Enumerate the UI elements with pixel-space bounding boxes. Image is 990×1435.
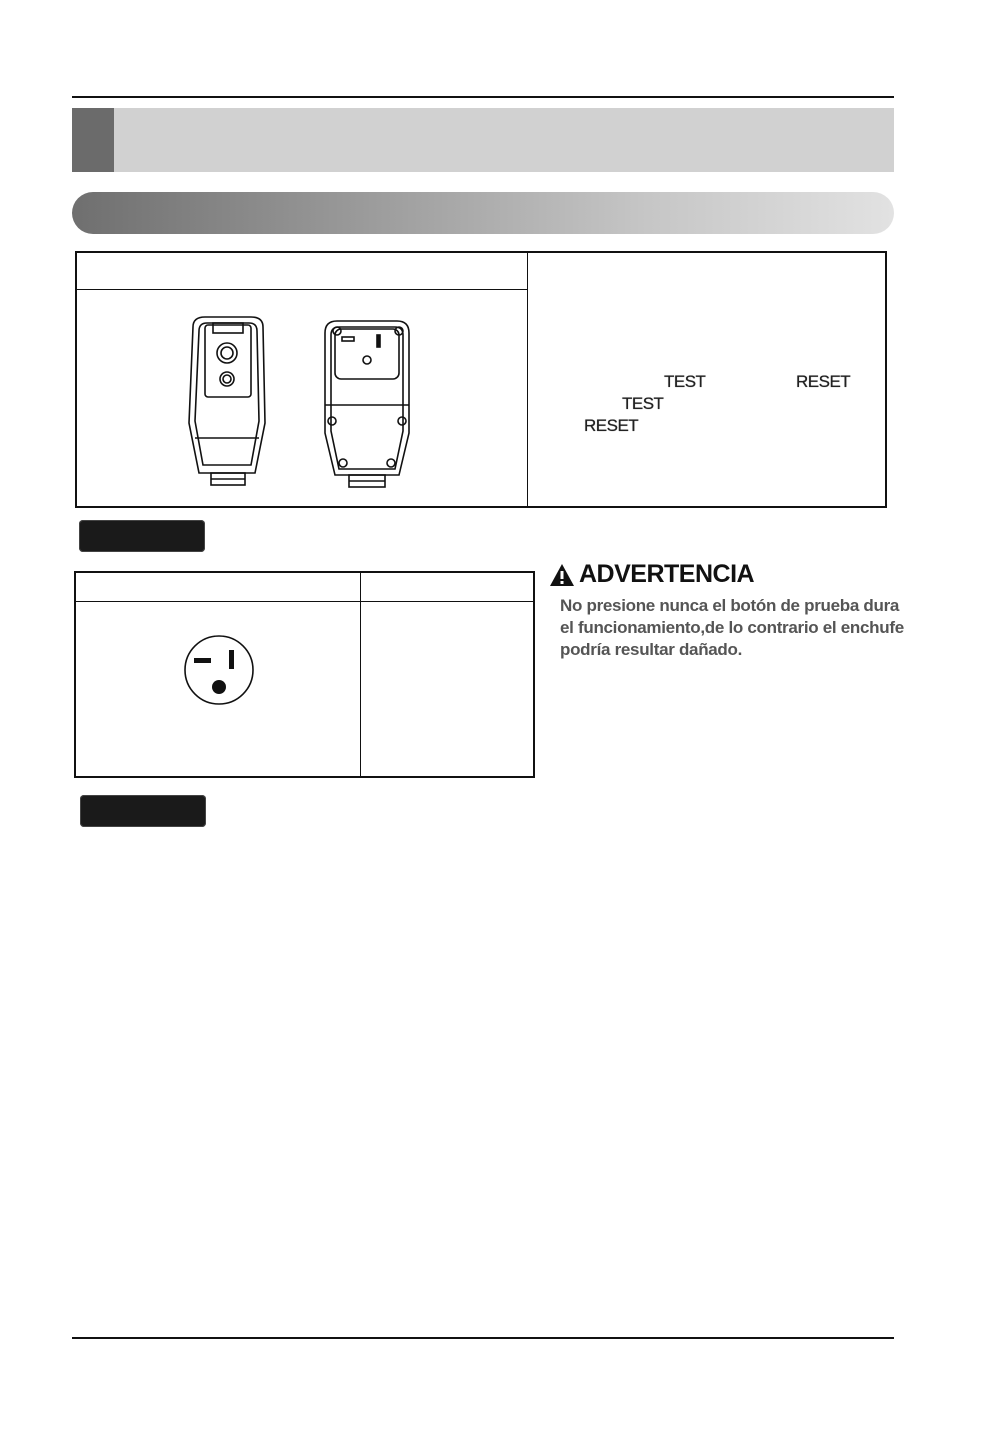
bottom-rule [72,1337,894,1339]
warning-line-2: el funcionamiento,de lo contrario el enchufe [560,618,904,637]
warning-heading [549,560,754,589]
chapter-header-tab [72,108,114,172]
test-button-label-2: TEST [622,394,664,413]
plug-description-box [75,251,887,508]
reset-button-label: RESET [796,372,851,391]
note-label-2 [80,795,206,827]
warning-title: ADVERTENCIA [579,560,755,588]
warning-line-1: No presione nunca el botón de prueba dura [560,596,900,615]
outlet-receptacle-icon [182,633,256,707]
warning-text [560,595,920,661]
section-title-bar [72,192,894,234]
outlet-table-header-divider [76,601,533,602]
reset-button-label-2: RESET [584,416,639,435]
top-rule [72,96,894,98]
plug-box-column-divider [527,253,528,506]
warning-line-3: podría resultar dañado. [560,640,743,659]
gfci-plug-illustration [177,313,427,498]
plug-back-view [189,317,265,485]
note-label-1 [79,520,205,552]
chapter-header-band [72,108,894,172]
outlet-table-column-divider [360,573,361,776]
warning-triangle-icon [549,563,575,587]
plug-front-view [325,321,409,487]
test-button-label: TEST [664,372,706,391]
plug-box-header-divider [77,289,528,290]
outlet-table [74,571,535,778]
